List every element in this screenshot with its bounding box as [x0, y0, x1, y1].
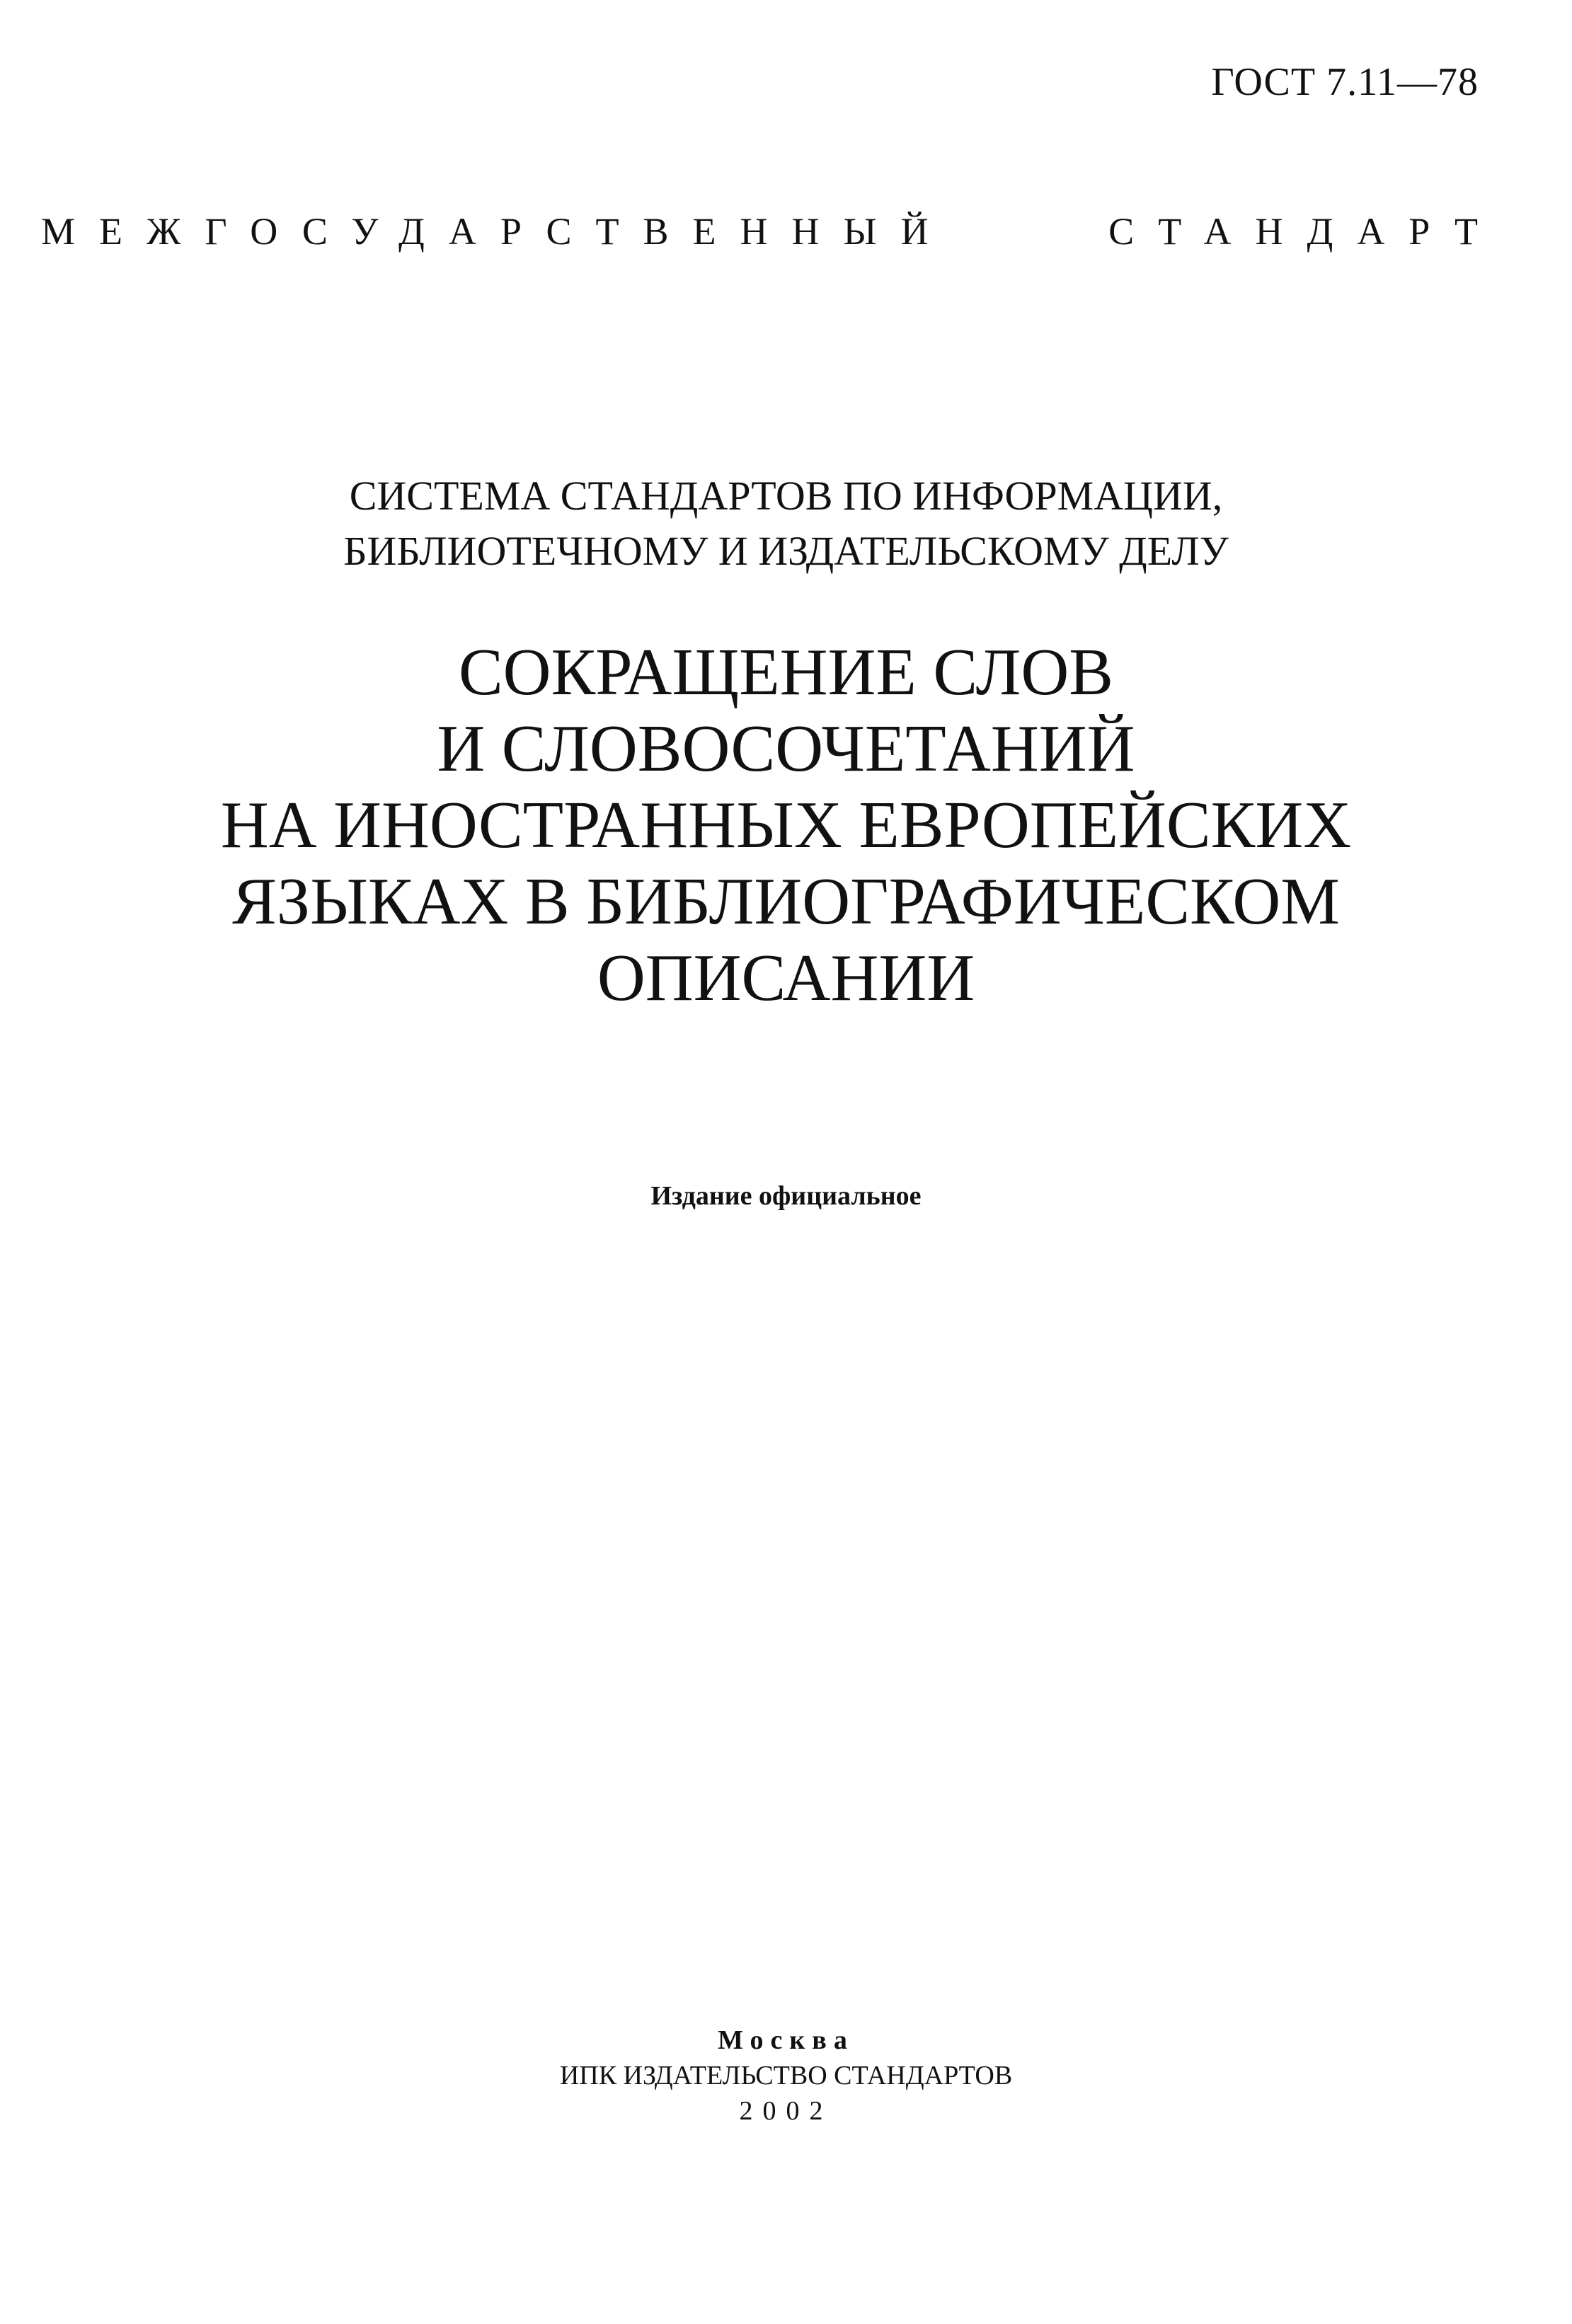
title-line-5: ОПИСАНИИ [597, 941, 975, 1015]
title-line-3: НА ИНОСТРАННЫХ ЕВРОПЕЙСКИХ [220, 788, 1352, 862]
imprint-year: 2002 [739, 2096, 833, 2126]
publisher-imprint [0, 2023, 1572, 2129]
standard-designation: ГОСТ 7.11—78 [1211, 60, 1479, 104]
imprint-publisher: ИПК ИЗДАТЕЛЬСТВО СТАНДАРТОВ [559, 2061, 1013, 2090]
standard-category [41, 209, 1502, 253]
title-line-4: ЯЗЫКАХ В БИБЛИОГРАФИЧЕСКОМ [232, 865, 1340, 938]
standards-system-heading [0, 468, 1572, 579]
category-word-interstate: МЕЖГОСУДАРСТВЕННЫЙ [41, 210, 953, 253]
system-line-2: БИБЛИОТЕЧНОМУ И ИЗДАТЕЛЬСКОМУ ДЕЛУ [343, 528, 1229, 574]
document-title [0, 634, 1572, 1016]
category-word-standard: СТАНДАРТ [1108, 210, 1502, 253]
system-line-1: СИСТЕМА СТАНДАРТОВ ПО ИНФОРМАЦИИ, [349, 473, 1223, 519]
edition-note: Издание официальное [650, 1181, 922, 1211]
title-line-1: СОКРАЩЕНИЕ СЛОВ [458, 635, 1114, 709]
title-line-2: И СЛОВОСОЧЕТАНИЙ [437, 712, 1135, 786]
imprint-city: Москва [718, 2025, 854, 2055]
